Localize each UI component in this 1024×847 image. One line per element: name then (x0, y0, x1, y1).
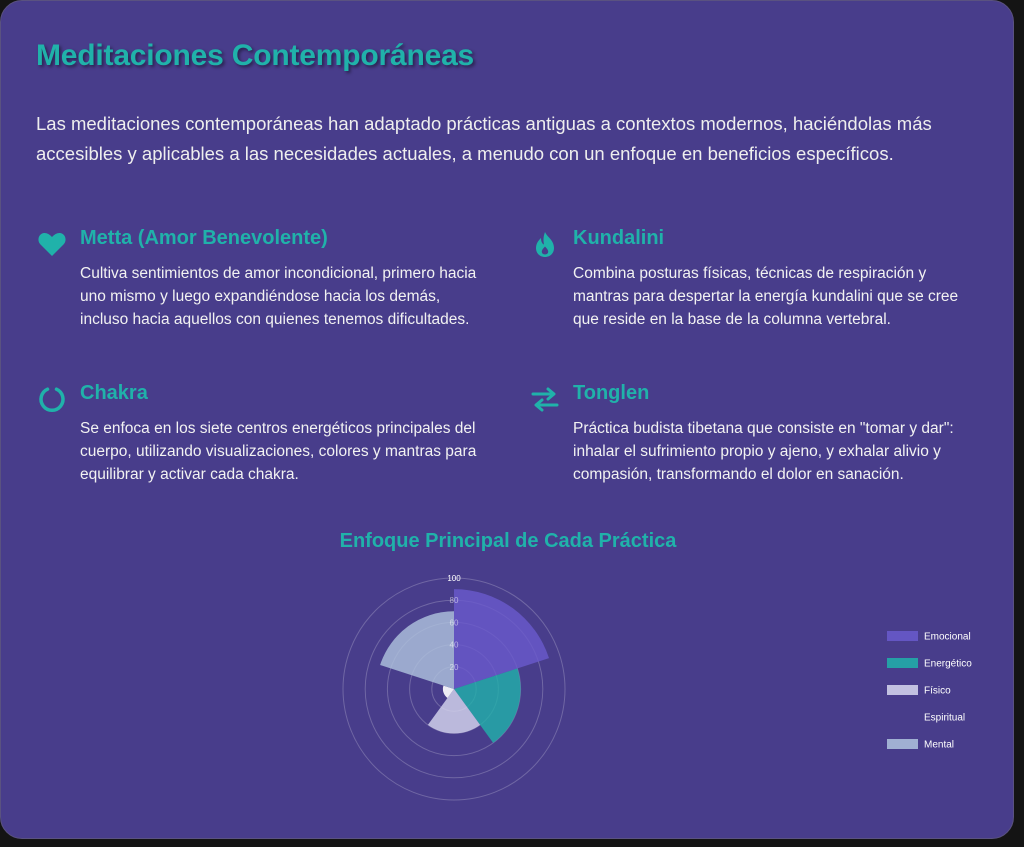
tick-label: 40 (449, 640, 459, 650)
legend-swatch (887, 685, 918, 695)
legend-item-mental[interactable]: Mental (924, 739, 955, 751)
polar-area-chart (1, 1, 1014, 839)
legend-item-físico[interactable]: Físico (924, 685, 951, 697)
legend-item-emocional[interactable]: Emocional (924, 631, 971, 643)
tick-label: 80 (449, 596, 459, 606)
legend-swatch (887, 739, 918, 749)
legend-item-energético[interactable]: Energético (924, 658, 972, 670)
tick-label: 60 (449, 618, 459, 628)
practice-title: Tonglen (573, 382, 650, 404)
intro-paragraph: Las meditaciones contemporáneas han adaptado prácticas antiguas a contextos modernos, haciéndolas más accesibles y aplicables a las necesidades actuales, a menudo con un enfoque en beneficios específicos. (36, 113, 932, 164)
practice-description: Práctica budista tibetana que consiste en "tomar y dar": inhalar el sufrimiento propio y ajeno, y exhalar alivio y compasión, transformando el dolor en sanación. (573, 420, 954, 483)
practice-title: Chakra (80, 382, 148, 404)
legend-item-espiritual[interactable]: Espiritual (924, 712, 966, 724)
legend-swatch (887, 658, 918, 668)
tick-label: 100 (447, 574, 461, 583)
practice-title: Kundalini (573, 227, 665, 249)
tick-label: 20 (449, 662, 459, 672)
chart-title: Enfoque Principal de Cada Práctica (339, 530, 677, 552)
practice-description: Cultiva sentimientos de amor incondicional, primero hacia uno mismo y luego expandiéndose hacia los demás, incluso hacia aquellos con quienes tenemos dificultades. (80, 265, 477, 328)
practice-description: Combina posturas físicas, técnicas de respiración y mantras para despertar la energía kundalini que se cree que reside en la base de la columna vertebral. (573, 265, 959, 328)
practice-title: Metta (Amor Benevolente) (80, 227, 328, 249)
segment-mental[interactable] (380, 611, 454, 689)
page-title: Meditaciones Contemporáneas (36, 39, 475, 72)
legend-swatch (887, 631, 918, 641)
legend-swatch (887, 712, 918, 722)
practice-description: Se enfoca en los siete centros energéticos principales del cuerpo, utilizando visualizaciones, colores y mantras para equilibrar y activar cada chakra. (80, 420, 477, 483)
